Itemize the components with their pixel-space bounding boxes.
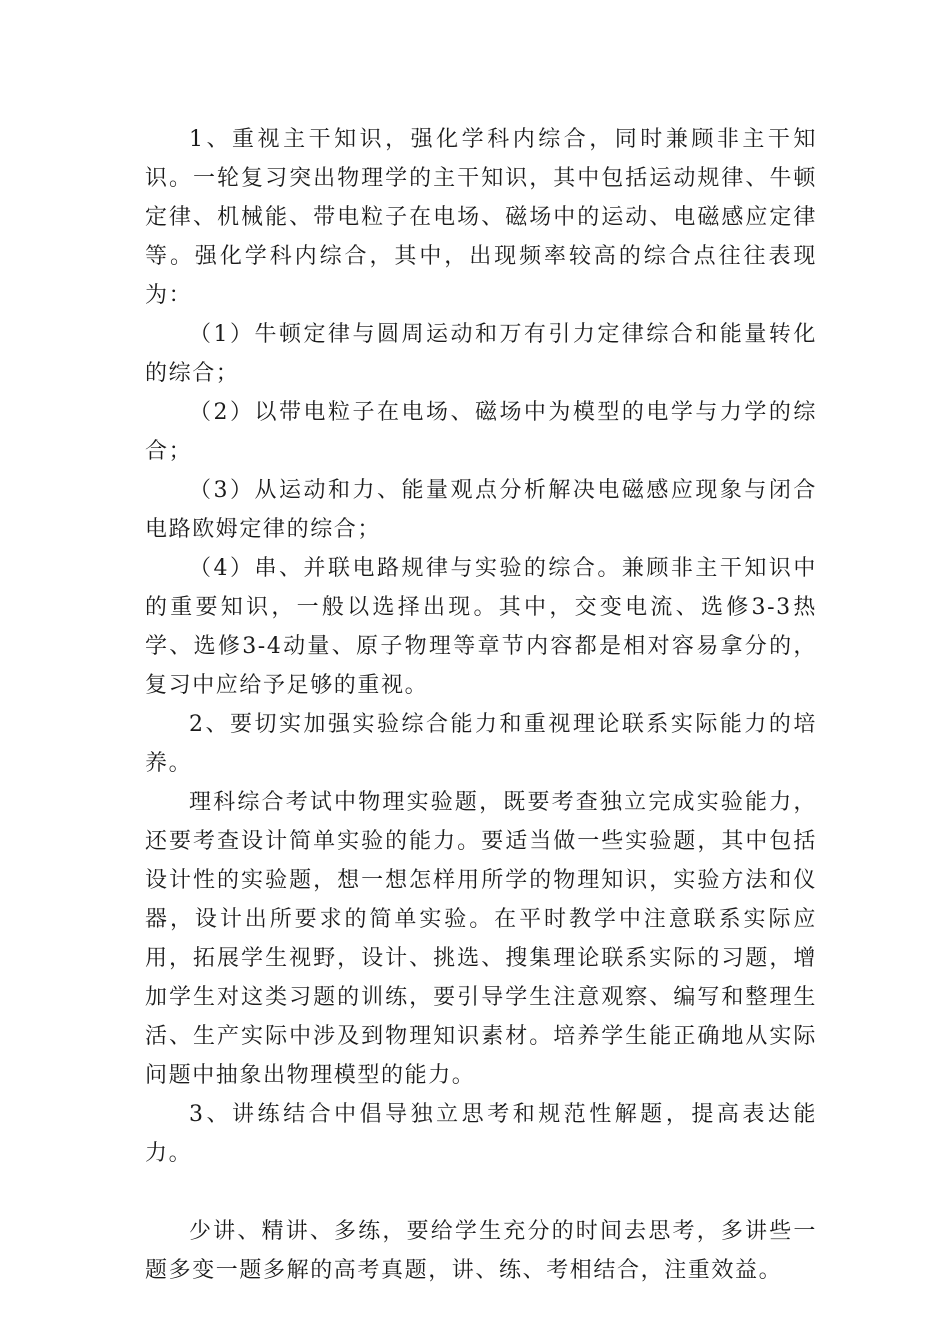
paragraph-section-1: 1、重视主干知识，强化学科内综合，同时兼顾非主干知识。一轮复习突出物理学的主干知识，其中包括运动规律、牛顿定律、机械能、带电粒子在电场、磁场中的运动、电磁感应定律等。强化学科内综合，其中，出现频率较高的综合点往往表现为： [145,127,817,308]
paragraph-item-2: （2）以带电粒子在电场、磁场中为模型的电学与力学的综合； [145,400,817,464]
paragraph-experiment: 理科综合考试中物理实验题，既要考查独立完成实验能力，还要考查设计简单实验的能力。要适当做一些实验题，其中包括设计性的实验题，想一想怎样用所学的物理知识，实验方法和仪器，设计出所要求的简单实验。在平时教学中注意联系实际应用，拓展学生视野，设计、挑选、搜集理论联系实际的习题，增加学生对这类习题的训练，要引导学生注意观察、编写和整理生活、生产实际中涉及到物理知识素材。培养学生能正确地从实际问题中抽象出物理模型的能力。 [145,790,817,1088]
paragraph-item-3: （3）从运动和力、能量观点分析解决电磁感应现象与闭合电路欧姆定律的综合； [145,478,817,542]
document-body [145,120,817,1290]
paragraph-item-4: （4）串、并联电路规律与实验的综合。兼顾非主干知识中的重要知识，一般以选择出现。其中，交变电流、选修3-3热学、选修3-4动量、原子物理等章节内容都是相对容易拿分的，复习中应给予足够的重视。 [145,556,817,698]
paragraph-item-1: （1）牛顿定律与圆周运动和万有引力定律综合和能量转化的综合； [145,322,817,386]
paragraph-section-2: 2、要切实加强实验综合能力和重视理论联系实际能力的培养。 [145,712,817,776]
paragraph-section-3: 3、讲练结合中倡导独立思考和规范性解题，提高表达能力。 [145,1102,817,1166]
paragraph-practice: 少讲、精讲、多练，要给学生充分的时间去思考，多讲些一题多变一题多解的高考真题，讲、练、考相结合，注重效益。 [145,1219,817,1283]
